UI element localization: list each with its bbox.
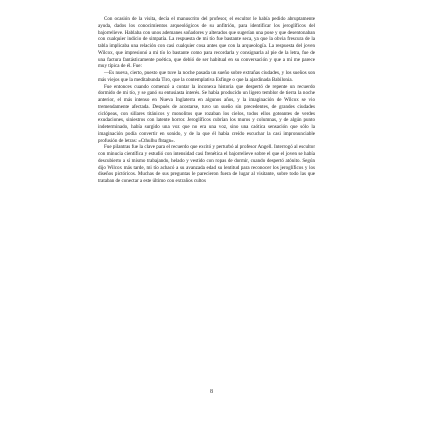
body-text xyxy=(98,16,315,185)
page-number: 8 xyxy=(210,389,213,395)
paragraph: Con ocasión de la visita, decía el manuscrito del profesor, el escultor le había pedido abruptamente ayuda, dados los conocimientos arqueológicos de su anfitrión, para identificar los jeroglíficos del bajorrelieve. Hablaba con unos ademanes soñadores y alterados que sugerían una pose y que desentonaban con cualquier indicio de simpatía. La respuesta de mi tío fue bastante seca, ya que la obvia frescura de la tabla implicaba una relación con casi cualquier cosa antes que con la arqueología. La respuesta del joven Wilcox, que impresionó a mi tío lo bastante como para recordarla y consignarla al pie de la letra, fue de una factura fantásticamente poética, que debió de ser habitual en su conversación y que a mí me parece muy típica de él. Fue: xyxy=(98,16,315,70)
paragraph: Fue pilantras fue la clave para el recuerdo que excitó y perturbó al profesor Angell. Interrogó al escultor con minucia científica y estudió con intensidad casi frenética el bajorrelieve sobre el que el joven se había descubierto a sí mismo trabajando, helado y vestido con ropas de dormir, cuando despertó atónito. Según dijo Wilcox más tarde, mi tío achacó a su avanzada edad su lentitud para reconocer los jeroglíficos y los diseños pictóricos. Muchas de sus preguntas le parecieron fuera de lugar al visitante, sobre todo las que trataban de conectar a este último con extraños cultos xyxy=(98,144,315,184)
paragraph: Fue entonces cuando comenzó a contar la inconexa historia que despertó de repente un recuerdo dormido de mi tío, y se ganó su entusiasta interés. Se había producido un ligero temblor de tierra la noche anterior, el más intenso en Nueva Inglaterra en algunos años, y la imaginación de Wilcox se vio tremendamente afectada. Después de acostarse, tuvo un sueño sin precedentes, de grandes ciudades ciclópeas, con sillares titánicos y monolitos que rozaban los cielos, todos ellos goteantes de verdes exudaciones, siniestros con latente horror. Jeroglíficos cubrían los muros y columnas, y de algún punto indeterminado, había surgido una voz que no era una voz, sino una caótica sensación que sólo la imaginación podía convertir en sonido, y de la que él había creído escuchar la casi impronunciable profusión de letras: «Cthulhu fhtagn». xyxy=(98,83,315,144)
paragraph: —Es nueva, cierto, puesto que tuve la noche pasada un sueño sobre extrañas ciudades, y los sueños son más viejos que la meditabunda Tiro, que la contemplativa Esfinge o que la ajardinada Babilonia. xyxy=(98,70,315,83)
